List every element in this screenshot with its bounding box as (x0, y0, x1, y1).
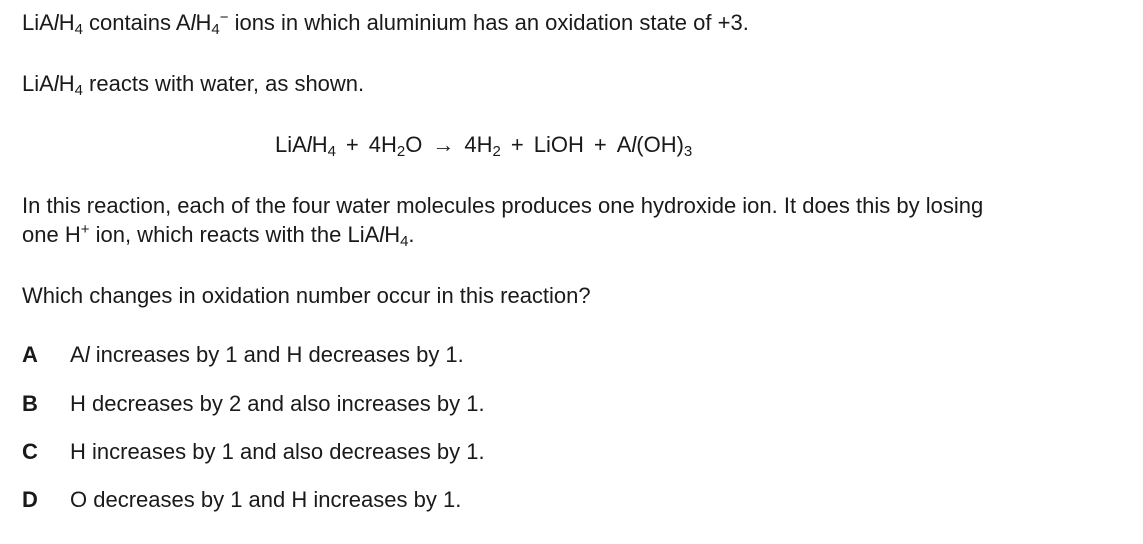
text-fragment: l (53, 71, 59, 96)
text-fragment: . (408, 222, 415, 247)
text-fragment: l (379, 222, 385, 247)
text-fragment: reacts with water, as shown. (82, 71, 365, 96)
text-fragment: ions in which aluminium has an oxidation state of +3. (228, 10, 749, 35)
text-fragment: l (306, 132, 312, 157)
option-text: H increases by 1 and also decreases by 1. (70, 439, 485, 464)
option-text: l (84, 342, 90, 367)
text-fragment: LiA (22, 10, 54, 35)
option-letter: C (22, 439, 38, 464)
option-letter: A (22, 342, 38, 367)
plus-sign: + (345, 132, 359, 157)
text-fragment: H (311, 132, 328, 157)
text-fragment: H (58, 71, 75, 96)
option-a[interactable] (22, 342, 464, 368)
text-fragment: l (190, 10, 196, 35)
text-fragment: H (58, 10, 75, 35)
subscript: 4 (74, 81, 83, 99)
option-text: A (70, 342, 85, 367)
subscript: 2 (492, 142, 501, 160)
option-text: H decreases by 2 and also increases by 1. (70, 391, 485, 416)
chemical-equation (275, 132, 692, 158)
option-text: O decreases by 1 and H increases by 1. (70, 487, 462, 512)
text-fragment: LiA (22, 71, 54, 96)
subscript: 4 (327, 142, 336, 160)
reaction-statement (22, 71, 364, 97)
text-fragment: one H (22, 222, 81, 247)
option-b[interactable] (22, 391, 485, 417)
text-fragment: H (384, 222, 401, 247)
option-c[interactable] (22, 439, 485, 465)
text-fragment: O (405, 132, 423, 157)
option-letter: B (22, 391, 38, 416)
subscript: 3 (683, 142, 693, 160)
text-fragment: LiA (275, 132, 307, 157)
question-text: Which changes in oxidation number occur in this reaction? (22, 283, 591, 308)
reaction-arrow: → (432, 132, 455, 157)
text-fragment: H (195, 10, 212, 35)
superscript: + (80, 220, 90, 238)
subscript: 4 (74, 20, 83, 38)
text-fragment: 4H (368, 132, 397, 157)
option-letter: D (22, 487, 38, 512)
text-fragment: contains A (82, 10, 191, 35)
text-fragment: l (53, 10, 59, 35)
explanation-line-2 (22, 222, 415, 248)
text-fragment: ion, which reacts with the LiA (89, 222, 380, 247)
option-text: increases by 1 and H decreases by 1. (89, 342, 464, 367)
option-d[interactable] (22, 487, 461, 513)
subscript: 2 (396, 142, 406, 160)
text-fragment: 4H (464, 132, 493, 157)
plus-sign: + (510, 132, 524, 157)
subscript: 4 (400, 232, 409, 250)
superscript: − (219, 8, 229, 26)
text-fragment: LiOH (533, 132, 584, 157)
plus-sign: + (593, 132, 607, 157)
intro-statement (22, 10, 749, 36)
subscript: 4 (211, 20, 220, 38)
text-fragment: A (616, 132, 632, 157)
text-fragment: (OH) (636, 132, 684, 157)
explanation-line-1: In this reaction, each of the four water molecules produces one hydroxide ion. It does this by losing (22, 193, 984, 218)
text-fragment: l (631, 132, 637, 157)
